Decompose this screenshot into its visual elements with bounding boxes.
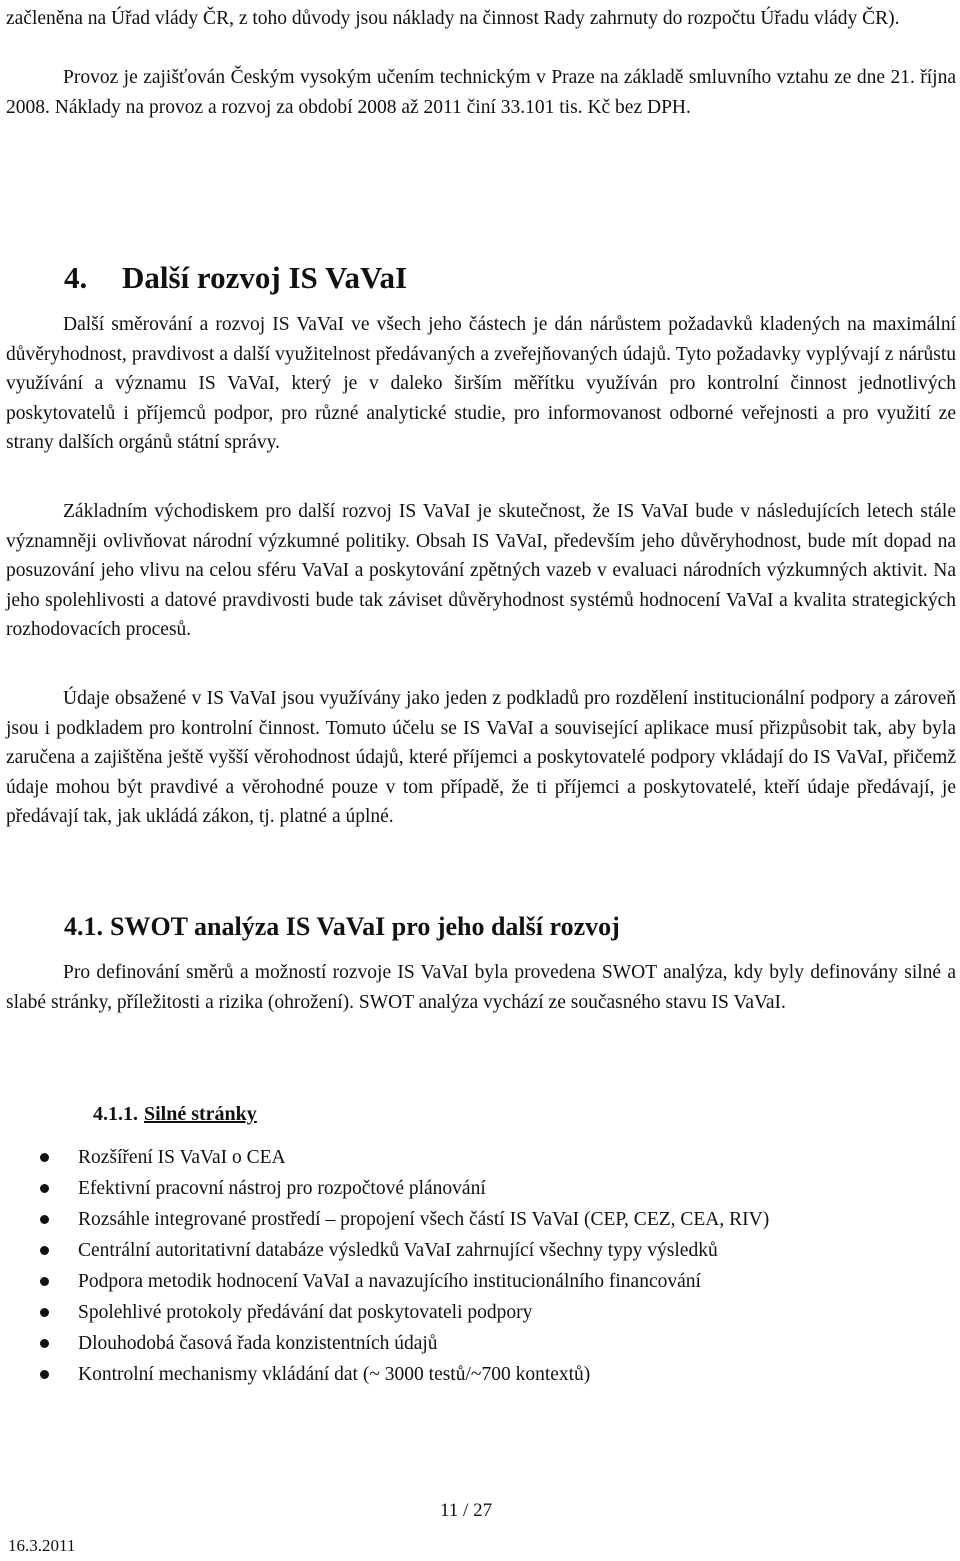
list-item: Spolehlivé protokoly předávání dat poskytovateli podpory: [0, 1297, 956, 1328]
section-4-title: Další rozvoj IS VaVaI: [122, 260, 408, 295]
section-4-1-paragraph: Pro definování směrů a možností rozvoje IS VaVaI byla provedena SWOT analýza, kdy byly definovány silné a slabé stránky, příležitosti a rizika (ohrožení). SWOT analýza vychází ze současného stavu IS VaVaI.: [6, 962, 956, 1013]
bullet-icon: [40, 1215, 49, 1224]
bullet-icon: [40, 1246, 49, 1255]
intro-paragraph-2: Provoz je zajišťován Českým vysokým učením technickým v Praze na základě smluvního vztahu ze dne 21. října 2008. Náklady na provoz a rozvoj za období 2008 až 2011 činí 33.101 tis. Kč bez DPH.: [6, 67, 956, 118]
list-item: Rozšíření IS VaVaI o CEA: [0, 1142, 956, 1173]
list-item: Dlouhodobá časová řada konzistentních údajů: [0, 1328, 956, 1359]
intro-paragraph-1: začleněna na Úřad vlády ČR, z toho důvody jsou náklady na činnost Rady zahrnuty do rozpočtu Úřadu vlády ČR).: [6, 8, 900, 29]
section-4-paragraph-2: Základním východiskem pro další rozvoj IS VaVaI je skutečnost, že IS VaVaI bude v následujících letech stále významněji ovlivňovat národní výzkumné politiky. Obsah IS VaVaI, především jeho důvěryhodnost, bude mít dopad na posuzování jeho vlivu na celou sféru VaVaI a poskytování zpětných vazeb v evaluaci národních výzkumných aktivit. Na jeho spolehlivosti a datové pravdivosti bude tak záviset důvěryhodnost systémů hodnocení VaVaI a kvalita strategických rozhodovacích procesů.: [6, 501, 956, 640]
bullet-icon: [40, 1184, 49, 1193]
list-item: Efektivní pracovní nástroj pro rozpočtové plánování: [0, 1173, 956, 1204]
bullet-icon: [40, 1308, 49, 1317]
section-4-1-1-number: 4.1.1.: [93, 1103, 138, 1125]
list-item: Rozsáhle integrované prostředí – propojení všech částí IS VaVaI (CEP, CEZ, CEA, RIV): [0, 1204, 956, 1235]
footer-date: 16.3.2011: [8, 1536, 76, 1555]
section-4-paragraph-3: Údaje obsažené v IS VaVaI jsou využívány jako jeden z podkladů pro rozdělení institucionální podpory a zároveň jsou i podkladem pro kontrolní činnost. Tomuto účelu se IS VaVaI a související aplikace musí přizpůsobit tak, aby byla zaručena a zajištěna ještě vyšší věrohodnost údajů, které příjemci a poskytovatelé podpory vkládají do IS VaVaI, přičemž údaje mohou být pravdivé a věrohodné pouze v tom případě, že ti příjemci a poskytovatelé, kteří údaje předávají, je předávají tak, jak ukládá zákon, tj. platné a úplné.: [6, 688, 956, 827]
page-number: 11 / 27: [440, 1500, 493, 1521]
list-item: Kontrolní mechanismy vkládání dat (~ 3000 testů/~700 kontextů): [0, 1359, 956, 1390]
section-4-1-heading: [64, 910, 620, 944]
bullet-icon: [40, 1339, 49, 1348]
section-4-heading: [64, 258, 407, 298]
section-4-paragraph-1: Další směrování a rozvoj IS VaVaI ve všech jeho částech je dán nárůstem požadavků kladených na maximální důvěryhodnost, pravdivost a další využitelnost předávaných a zveřejňovaných údajů. Tyto požadavky vyplývají z nárůstu využívání a významu IS VaVaI, který je v daleko širším měřítku využíván pro kontrolní činnost jednotlivých poskytovatelů i příjemců podpor, pro různé analytické studie, pro informovanost odborné veřejnosti a pro využití ze strany dalších orgánů státní správy.: [6, 314, 956, 453]
section-4-1-number: 4.1.: [64, 912, 103, 941]
section-4-1-title: SWOT analýza IS VaVaI pro jeho další rozvoj: [110, 912, 620, 941]
strengths-list: [0, 1142, 956, 1390]
bullet-icon: [40, 1277, 49, 1286]
list-item: Podpora metodik hodnocení VaVaI a navazujícího institucionálního financování: [0, 1266, 956, 1297]
section-4-number: 4.: [64, 260, 88, 295]
section-4-1-1-title: Silné stránky: [144, 1103, 257, 1125]
list-item: Centrální autoritativní databáze výsledků VaVaI zahrnující všechny typy výsledků: [0, 1235, 956, 1266]
section-4-1-1-heading: [93, 1100, 257, 1128]
bullet-icon: [40, 1153, 49, 1162]
bullet-icon: [40, 1370, 49, 1379]
